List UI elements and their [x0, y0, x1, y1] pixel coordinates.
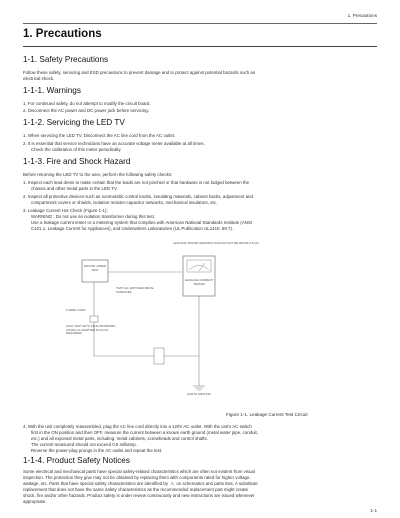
- product-safety-line-3-tail: on schematics and parts lists. A substitute: [176, 481, 258, 486]
- leakage-test-diagram: [56, 236, 306, 412]
- fire-step4-line-4: The current measured should not exceed 0.5 milliamp.: [31, 442, 137, 447]
- chapter-title: 1. Precautions: [23, 28, 102, 40]
- fire-line-2: chassis and other metal parts in the LED TV.: [31, 186, 118, 191]
- safety-intro-line-2: electrical shock.: [23, 76, 55, 81]
- product-safety-line-3-text: wattage, etc. Parts that have special safety characteristics are identified by: [23, 481, 168, 486]
- label-plug-reversed-note: ALSO TEST WITH PLUG REVERSED (USING AC ADAPTER PLUG AS REQUIRED): [66, 324, 116, 336]
- label-device-under-test: DEVICE UNDER TEST: [84, 264, 106, 272]
- label-earth-ground: EARTH GROUND: [187, 392, 211, 396]
- servicing-item-2-cont: Check the calibration of this meter periodically.: [31, 147, 122, 152]
- fire-step4-line-1: 4. With the unit completely reassembled, plug the AC line cord directly into a 120V AC outlet. With the unit's AC switch: [23, 424, 252, 429]
- product-safety-line-5: shock, fire and/or other hazards. Product safety is under review continuously and new instructions are issued whenever: [23, 493, 255, 498]
- fire-warning-line: WARNING : Do not use an isolation transformer during this test.: [31, 214, 156, 219]
- running-header: 1. Precautions: [347, 13, 377, 18]
- servicing-item-2: 2. It is essential that service technicians have an accurate voltage meter available at all times.: [23, 141, 205, 146]
- figure-caption: Figure 1-1. Leakage Current Test Circuit: [226, 412, 308, 417]
- fire-intro: Before returning the LED TV to the user, perform the following safety checks:: [23, 172, 173, 177]
- header-rule: [23, 23, 377, 24]
- safety-intro-line-1: Follow these safety, servicing and ESD precautions to prevent damage and to protect against potential hazards such as: [23, 70, 256, 75]
- fire-line-5: 3. Leakage Current Hot Check (Figure 1-1):: [23, 208, 108, 213]
- fire-step4-line-2: first in the ON position and then OFF, measure the current between a known earth ground (metal water pipe, conduit,: [31, 430, 258, 435]
- fire-line-4: compartment covers or shields, isolation resistor-capacitor networks, mechanical insulators, etc.: [31, 200, 218, 205]
- fire-step4-line-3: etc.) and all exposed metal parts, including: metal cabinets, screwheads and control shafts.: [31, 436, 208, 441]
- section-heading-product-safety: 1-1-4. Product Safety Notices: [23, 456, 130, 465]
- section-heading-safety-precautions: 1-1. Safety Precautions: [23, 55, 109, 64]
- fire-line-7: Use a leakage current tester or a metering system that complies with American National Standards Institute (ANSI: [31, 220, 253, 225]
- product-safety-line-6: appropriate.: [23, 499, 47, 504]
- label-two-wire-cord: 2-WIRE CORD: [66, 308, 86, 312]
- label-leakage-tester: LEAKAGE CURRENT TESTER: [184, 278, 214, 286]
- warning-item-1: 1. For continued safety, do not attempt to modify the circuit board.: [23, 101, 151, 106]
- product-safety-line-1: Some electrical and mechanical parts have special safety-related characteristics which are often not evident from visual: [23, 469, 255, 474]
- label-tester-top: LEAKAGE TESTER (READING SHOULD NOT BE ABOVE 0.5mA): [173, 241, 259, 245]
- warning-item-2: 2. Disconnect the AC power and DC power jack before servicing.: [23, 108, 149, 113]
- fire-line-8: C101.1, Leakage Current for Appliances), and Underwriters Laboratories (UL Publication UL1410, 59.7).: [31, 226, 234, 231]
- chapter-rule: [23, 46, 377, 47]
- fire-line-1: 1. Inspect each lead dress to make certain that the leads are not pinched or that hardware is not lodged between the: [23, 180, 250, 185]
- label-test-metal-surfaces: TEST ALL EXPOSED METAL SURFACES: [116, 286, 154, 294]
- page-number: 1-1: [370, 508, 377, 513]
- servicing-item-1: 1. When servicing the LED TV, Disconnect the AC line cord from the AC outlet.: [23, 133, 176, 138]
- section-heading-warnings: 1-1-1. Warnings: [23, 86, 81, 95]
- product-safety-line-2: inspection. The protection they give may not be obtained by replacing them with components rated for higher voltage,: [23, 475, 251, 480]
- product-safety-line-4: replacement that does not have the same safety characteristics as the recommended replacement part might create: [23, 487, 249, 492]
- fire-step4-line-5: Reverse the power-plug prongs in the AC outlet and repeat the test.: [31, 448, 163, 453]
- safety-warning-icon: ⚠: [170, 481, 175, 486]
- fire-line-3: 2. Inspect all protective devices such as nonmetallic control knobs, insulating materials, cabinet backs, adjustment and: [23, 194, 253, 199]
- section-heading-fire-shock: 1-1-3. Fire and Shock Hazard: [23, 157, 131, 166]
- section-heading-servicing: 1-1-2. Servicing the LED TV: [23, 118, 125, 127]
